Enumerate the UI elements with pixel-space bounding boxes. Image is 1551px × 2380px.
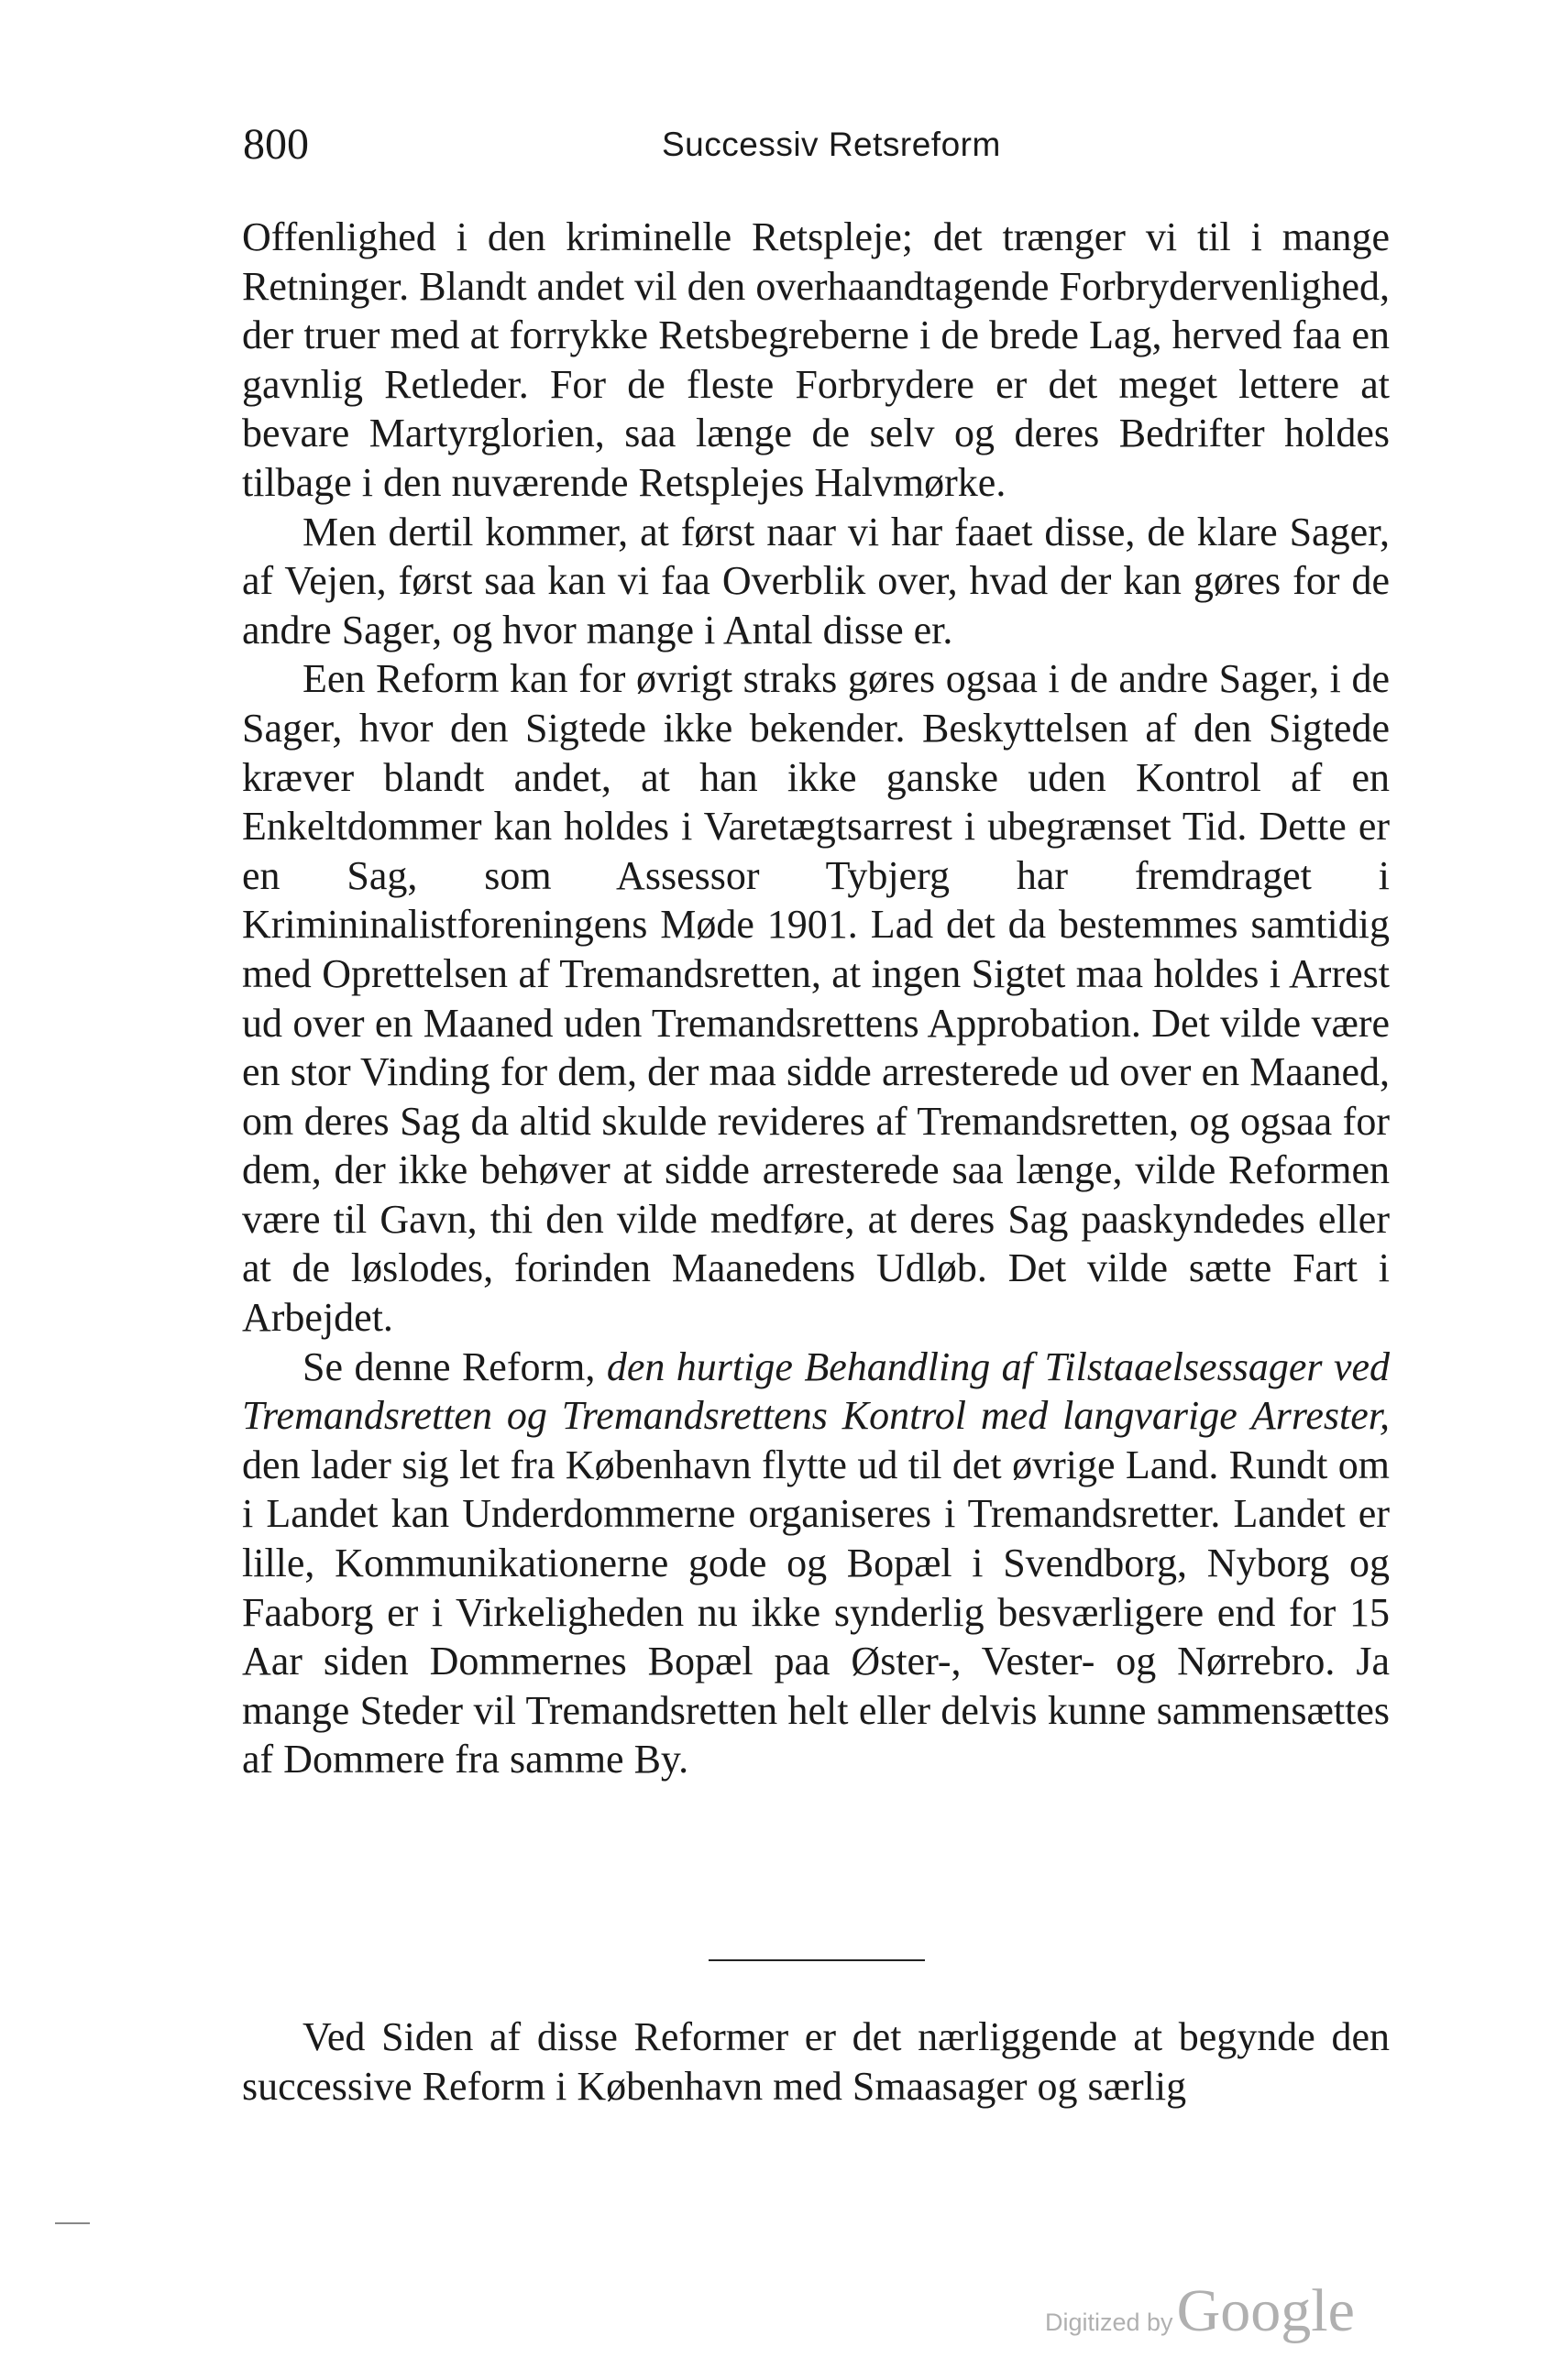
paragraph-4-italic: den hurtige Behandling af Tilstaaelsessager ved Tremandsretten og Tremandsrettens Kontrol med langvarige Arrester, (242, 1344, 1390, 1439)
digitized-watermark (1045, 2276, 1355, 2346)
running-title: Successiv Retsreform (662, 126, 1001, 163)
paragraph-4-start: Se denne Reform, (302, 1344, 607, 1389)
watermark-prefix: Digitized by (1045, 2309, 1173, 2336)
main-text-block (242, 213, 1390, 1784)
section-divider (709, 1959, 925, 1961)
closing-text-block (242, 2013, 1390, 2111)
paragraph-1: Offenlighed i den kriminelle Retspleje; det trænger vi til i mange Retninger. Blandt andet vil den overhaandtagende Forbrydervenlighed, der truer med at forrykke Retsbegreberne i de brede Lag, herved faa en gavnlig Retleder. For de fleste Forbrydere er det meget lettere at bevare Martyrglorien, saa længe de selv og deres Bedrifter holdes tilbage i den nuværende Retsplejes Halvmørke. (242, 214, 1390, 505)
paragraph-4 (242, 1343, 1390, 1784)
paragraph-3: Een Reform kan for øvrigt straks gøres ogsaa i de andre Sager, i de Sager, hvor den Sigtede ikke bekender. Beskyttelsen af den Sigtede kræver blandt andet, at han ikke ganske uden Kontrol af en Enkeltdommer kan holdes i Varetægtsarrest i ubegrænset Tid. Dette er en Sag, som Assessor Tybjerg har fremdraget i Krimininalistforeningens Møde 1901. Lad det da bestemmes samtidig med Oprettelsen af Tremandsretten, at ingen Sigtet maa holdes i Arrest ud over en Maaned uden Tremandsrettens Approbation. Det vilde være en stor Vinding for dem, der maa sidde arresterede ud over en Maaned, om deres Sag da altid skulde revideres af Tremandsretten, og ogsaa for dem, der ikke behøver at sidde arresterede saa længe, vilde Reformen være til Gavn, thi den vilde medføre, at deres Sag paaskyndedes eller at de løslodes, forinden Maanedens Udløb. Det vilde sætte Fart i Arbejdet. (242, 656, 1390, 1341)
watermark-brand: Google (1176, 2277, 1355, 2344)
paragraph-5: Ved Siden af disse Reformer er det nærliggende at begynde den successive Reform i København med Smaasager og særlig (242, 2014, 1390, 2109)
scan-mark (55, 2222, 90, 2224)
page-number: 800 (243, 120, 309, 169)
paragraph-2: Men dertil kommer, at først naar vi har faaet disse, de klare Sager, af Vejen, først saa kan vi faa Overblik over, hvad der kan gøres for de andre Sager, og hvor mange i Antal disse er. (242, 509, 1390, 653)
paragraph-4-end: den lader sig let fra København flytte ud til det øvrige Land. Rundt om i Landet kan Underdommerne organiseres i Tremandsretter. Landet er lille, Kommunikationerne gode og Bopæl i Svendborg, Nyborg og Faaborg er i Virkeligheden nu ikke synderlig besværligere end for 15 Aar siden Dommernes Bopæl paa Øster-, Vester- og Nørrebro. Ja mange Steder vil Tremandsretten helt eller delvis kunne sammensættes af Dommere fra samme By. (242, 1442, 1390, 1782)
